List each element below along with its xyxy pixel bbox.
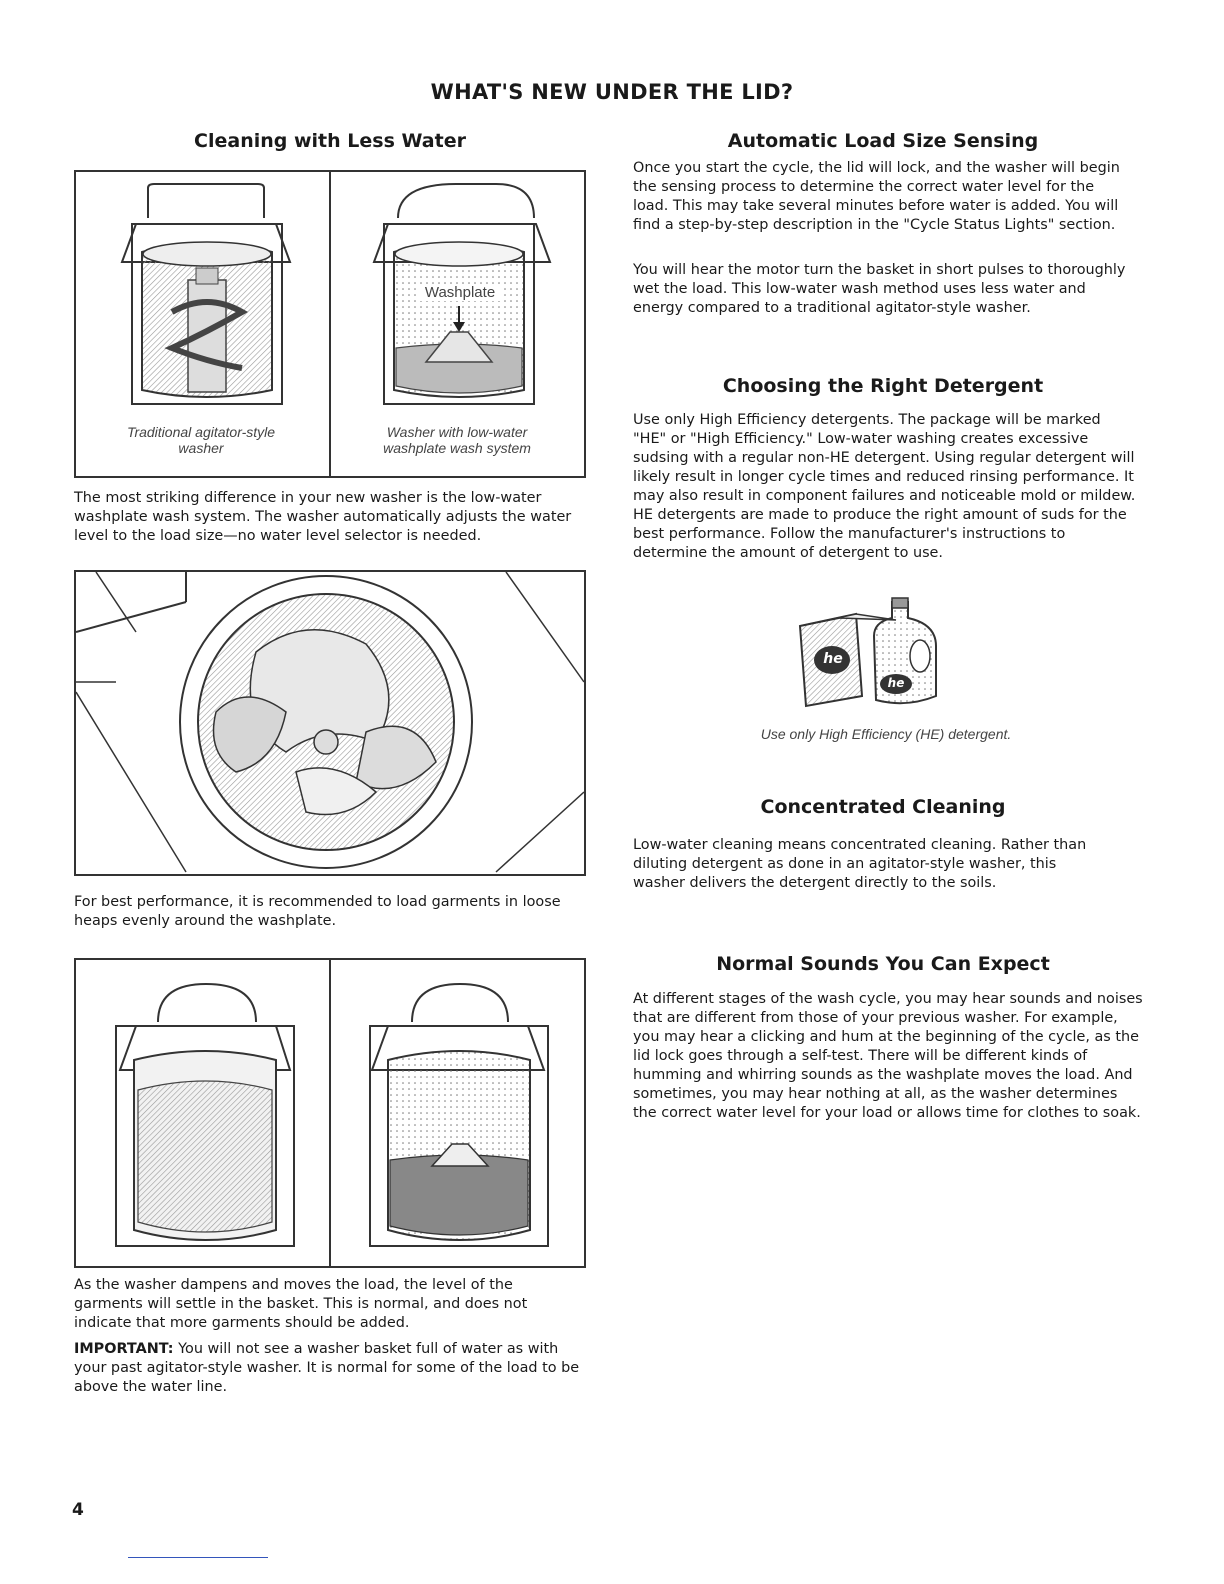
he-logo-bottle: he [887,676,905,690]
section-title-detergent: Choosing the Right Detergent [722,375,1044,397]
paragraph-dampens: As the washer dampens and moves the load, the level of the garments will settle in the basket. This is normal, and does not indicate that more garments should be added. [74,1277,528,1331]
important-text: You will not see a washer basket full of water as with your past agitator-style washer. It is normal for some of the load to be above the water line. [74,1341,580,1395]
paragraph-important [74,1340,584,1397]
paragraph-sounds: At different stages of the wash cycle, you may hear sounds and noises that are different from those of your previous washer. For example, you may hear a clicking and hum at the beginning of the cycle, as the lid lock goes through a self-test. There will be different kinds of humming and whirring sounds as the washplate moves the load. And sometimes, you may hear nothing at all, as the washer determines the correct water level for your load or allows time for clothes to soak. [633,991,1143,1121]
he-caption: Use only High Efficiency (HE) detergent. [760,726,1012,742]
section-title-cleaning: Cleaning with Less Water [194,130,466,152]
load-top-view-illustration [76,572,584,874]
paragraph-detergent: Use only High Efficiency detergents. The package will be marked "HE" or "High Efficiency." Low-water washing creates excessive sudsing with a regular non-HE detergent. Using regular detergent will likely result in longer cycle times and reduced rinsing performance. It may also result in component failures and noticeable mold or mildew. HE detergents are made to produce the right amount of suds for the best performance. Follow the manufacturer's instructions to determine the amount of detergent to use. [633,412,1136,561]
page-title: WHAT'S NEW UNDER THE LID? [430,80,794,104]
footer-rule [128,1557,268,1558]
page-number: 4 [72,1500,84,1520]
paragraph-load-sensing-2: You will hear the motor turn the basket in short pulses to thoroughly wet the load. This low-water wash method uses less water and energy compared to a traditional agitator-style washer. [633,262,1126,316]
agitator-washer-load-drawing [116,984,294,1246]
paragraph-concentrated: Low-water cleaning means concentrated cleaning. Rather than diluting detergent as done in an agitator-style washer, this washer delivers the detergent directly to the soils. [633,837,1087,891]
section-title-concentrated: Concentrated Cleaning [760,796,1006,818]
paragraph-low-water: The most striking difference in your new washer is the low-water washplate wash system. The washer automatically adjusts the water level to the load size—no water level selector is needed. [74,490,572,544]
caption-agitator-washer: Traditional agitator-style washer [126,424,276,456]
he-logo-box: he [823,651,843,667]
washplate-label: Washplate [416,284,504,301]
agitator-washer-drawing [122,184,290,404]
figure-load-top-view [74,570,586,876]
important-label: IMPORTANT: [74,1341,174,1357]
washplate-washer-load-drawing [370,984,548,1246]
paragraph-best-performance: For best performance, it is recommended to load garments in loose heaps evenly around the washplate. [74,894,561,929]
caption-washplate-washer: Washer with low-water washplate wash system [383,424,531,456]
paragraph-load-sensing-1: Once you start the cycle, the lid will lock, and the washer will begin the sensing process to determine the correct water level for the load. This may take several minutes before water is added. You will find a step-by-step description in the "Cycle Status Lights" section. [633,160,1120,233]
load-comparison-illustration [76,960,584,1266]
figure-washer-comparison [74,170,586,478]
figure-load-comparison [74,958,586,1268]
section-title-sounds: Normal Sounds You Can Expect [716,953,1050,975]
he-detergent-illustration [796,596,946,708]
section-title-load-sensing: Automatic Load Size Sensing [727,130,1039,152]
